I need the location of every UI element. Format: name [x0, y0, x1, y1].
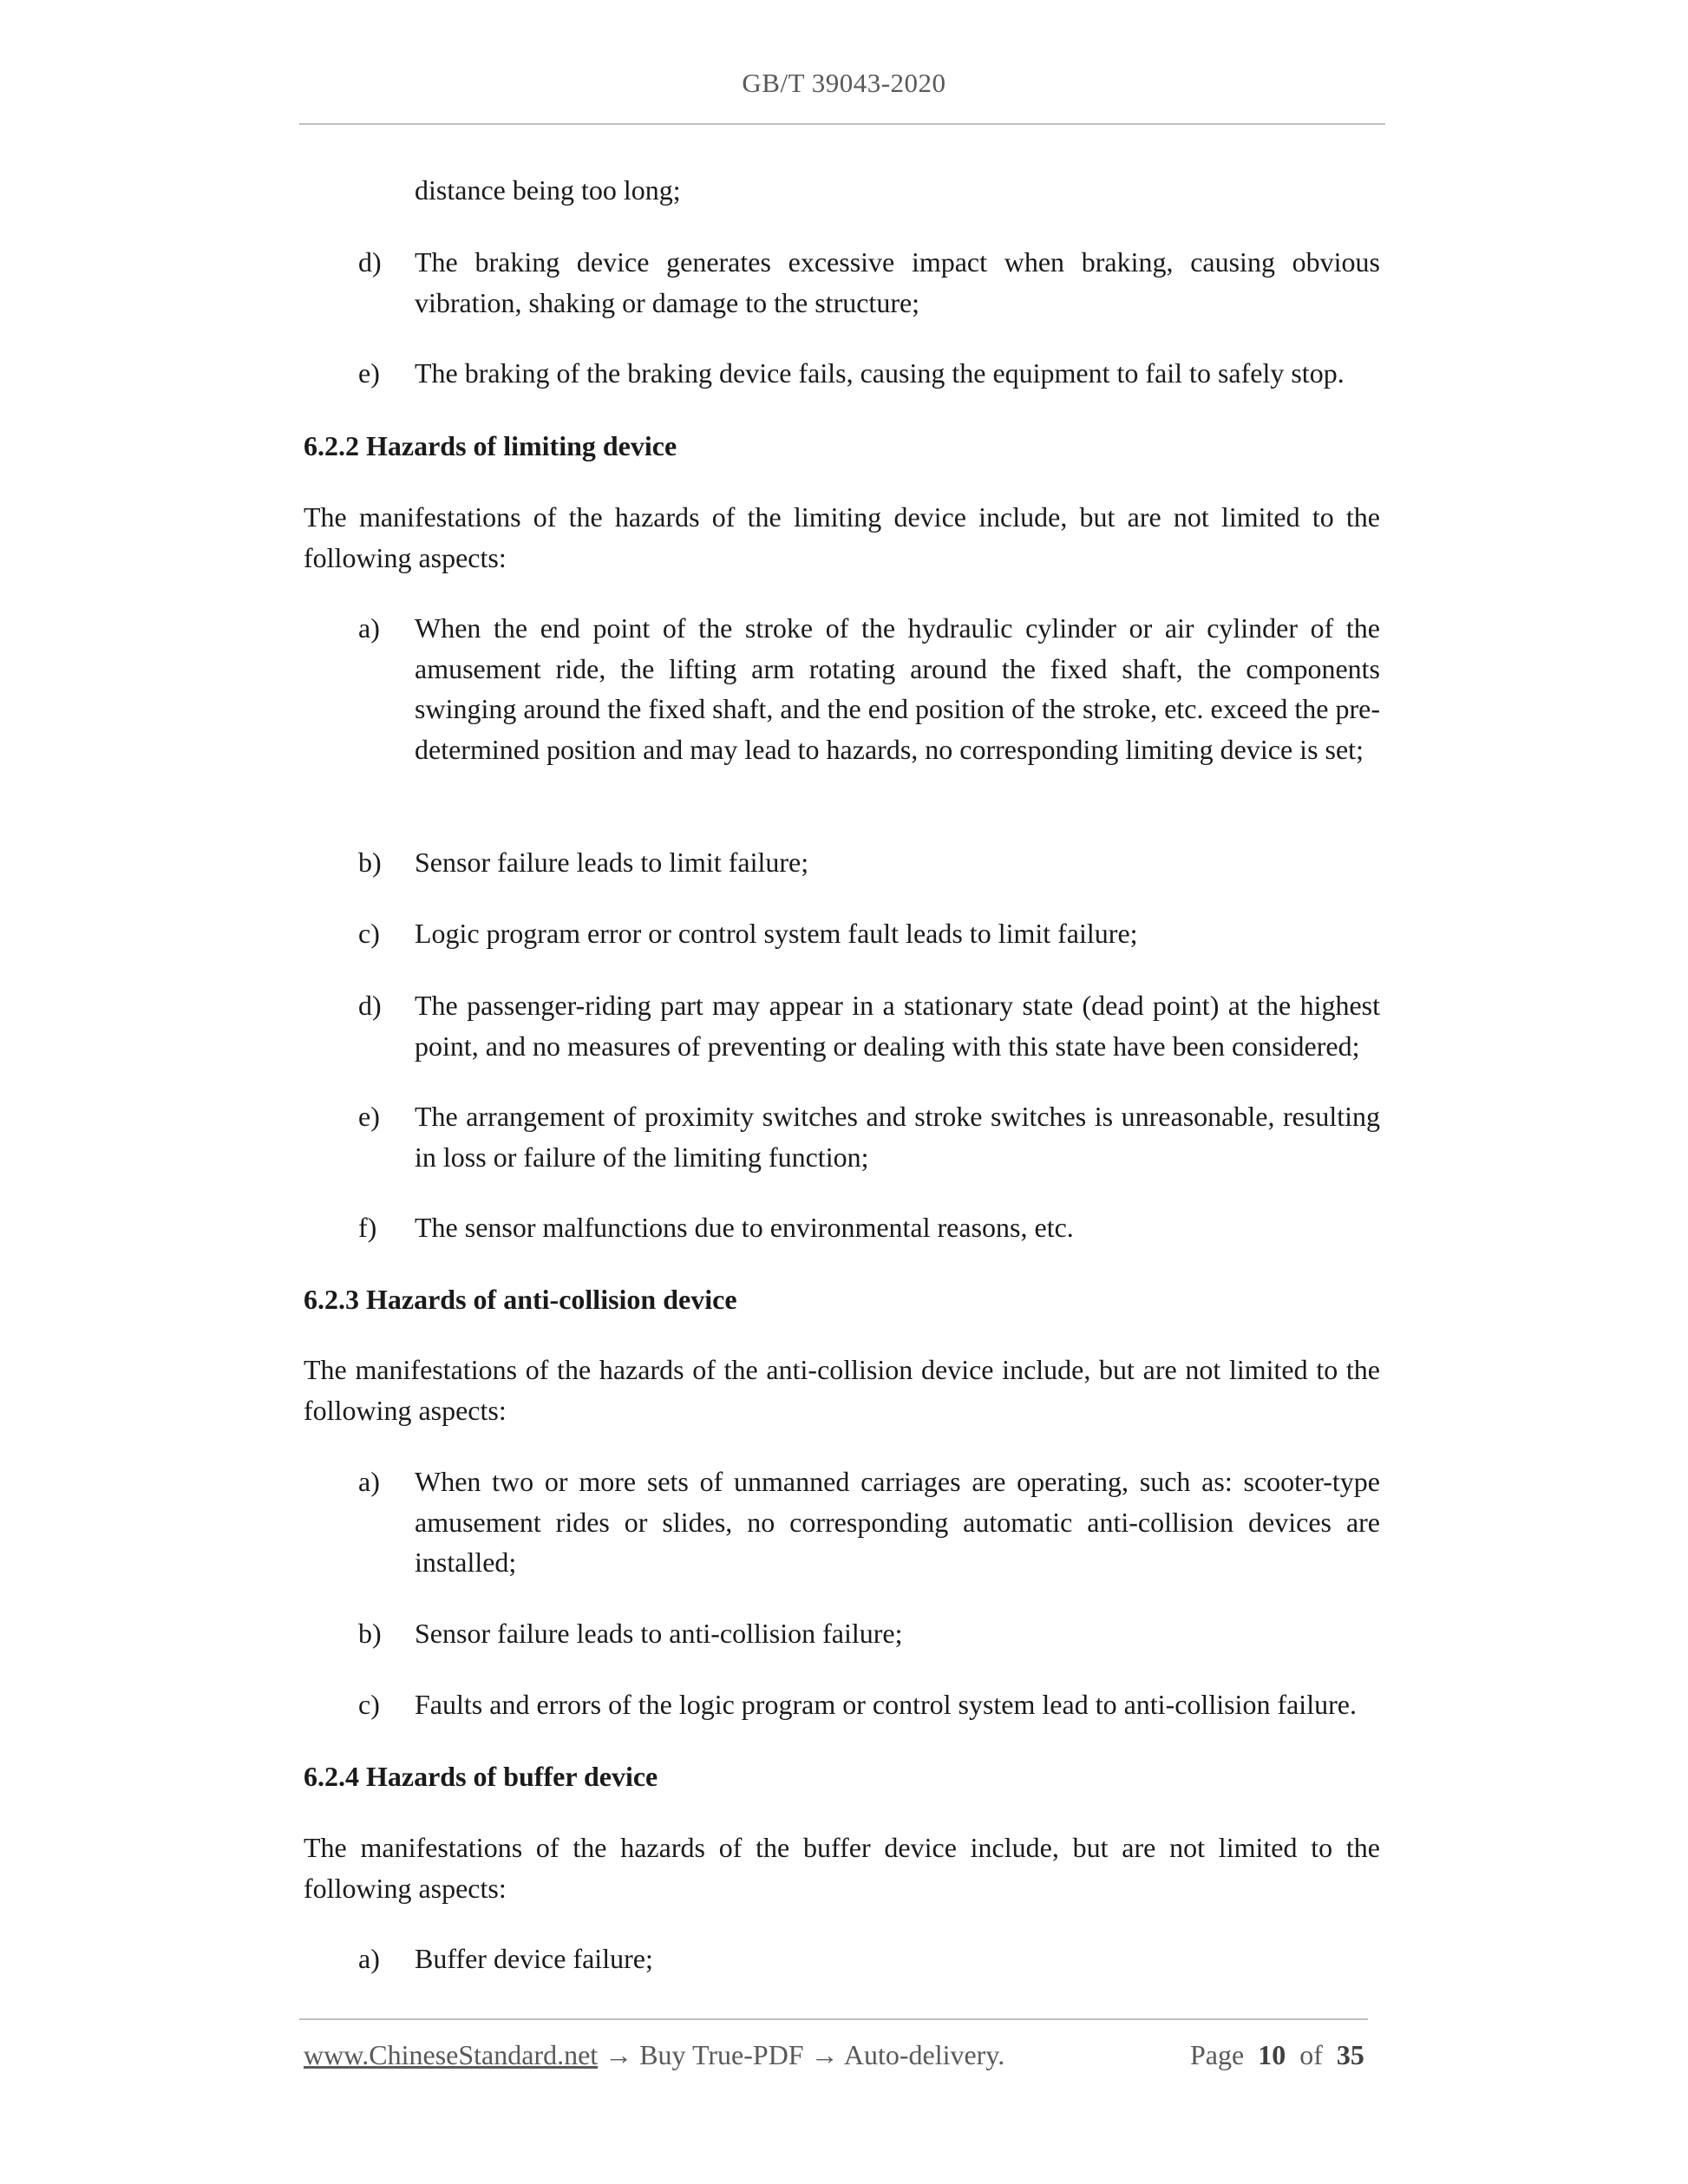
section-heading-6-2-4: 6.2.4 Hazards of buffer device — [304, 1761, 658, 1792]
list-item-label: d) — [358, 990, 382, 1021]
list-item-text: When the end point of the stroke of the hydraulic cylinder or air cylinder of the amusement ride, the lifting arm rotating around the fixed shaft, the components swinging around the fixed shaft, and the end position of the stroke, etc. exceed the pre-determined position and may lead to hazards, no corresponding limiting device is set; — [415, 612, 1380, 765]
site-link[interactable]: www.ChineseStandard.net — [304, 2039, 599, 2070]
section-heading-6-2-2: 6.2.2 Hazards of limiting device — [304, 430, 677, 461]
page-number — [1190, 2035, 1364, 2075]
list-item-label: e) — [358, 1101, 380, 1132]
list-item-label: a) — [358, 1943, 380, 1974]
list-item-label: a) — [358, 1466, 380, 1497]
list-item-label: c) — [358, 1689, 380, 1720]
section-heading-6-2-3: 6.2.3 Hazards of anti-collision device — [304, 1284, 737, 1315]
list-item-text: Buffer device failure; — [415, 1943, 653, 1974]
footer-rule — [299, 2018, 1368, 2020]
of-word: of — [1299, 2039, 1323, 2070]
list-item-text: The braking of the braking device fails, causing the equipment to fail to safely stop. — [415, 357, 1345, 389]
list-item-text: The arrangement of proximity switches and stroke switches is unreasonable, resulting in loss or failure of the limiting function; — [415, 1101, 1380, 1173]
list-item-label: d) — [358, 246, 382, 278]
list-item-text: The sensor malfunctions due to environmental reasons, etc. — [415, 1212, 1074, 1243]
buy-pdf-text: Buy True-PDF — [639, 2039, 804, 2070]
list-item-text: Logic program error or control system fault leads to limit failure; — [415, 918, 1138, 949]
total-pages: 35 — [1336, 2039, 1364, 2070]
list-item-text: distance being too long; — [415, 174, 681, 206]
section-intro: The manifestations of the hazards of the anti-collision device include, but are not limited to the following aspects: — [304, 1354, 1380, 1426]
list-item-text: When two or more sets of unmanned carriages are operating, such as: scooter-type amusement rides or slides, no corresponding automatic anti-collision devices are installed; — [415, 1466, 1380, 1578]
list-item-text: Sensor failure leads to anti-collision failure; — [415, 1618, 903, 1649]
list-item-label: a) — [358, 612, 380, 644]
list-item-text: Faults and errors of the logic program or control system lead to anti-collision failure. — [415, 1689, 1357, 1720]
current-page: 10 — [1258, 2039, 1286, 2070]
list-item-label: f) — [358, 1212, 377, 1243]
arrow-right-icon: → — [605, 2039, 633, 2070]
section-intro: The manifestations of the hazards of the limiting device include, but are not limited to the following aspects: — [304, 501, 1380, 573]
running-header: GB/T 39043-2020 — [742, 68, 946, 98]
list-item-label: b) — [358, 1618, 382, 1649]
list-item-label: b) — [358, 847, 382, 878]
section-intro: The manifestations of the hazards of the buffer device include, but are not limited to the following aspects: — [304, 1832, 1380, 1904]
list-item-text: The passenger-riding part may appear in a stationary state (dead point) at the highest point, and no measures of preventing or dealing with this state have been considered; — [415, 990, 1380, 1062]
page-word: Page — [1190, 2039, 1245, 2070]
list-item-label: e) — [358, 357, 380, 389]
list-item-label: c) — [358, 918, 380, 949]
list-item-text: Sensor failure leads to limit failure; — [415, 847, 809, 878]
list-item-text: The braking device generates excessive impact when braking, causing obvious vibration, shaking or damage to the structure; — [415, 246, 1380, 318]
arrow-right-icon: → — [810, 2039, 839, 2070]
header-rule — [299, 123, 1385, 125]
auto-delivery-text: Auto-delivery. — [843, 2039, 1005, 2070]
footer-promo — [304, 2035, 1004, 2075]
